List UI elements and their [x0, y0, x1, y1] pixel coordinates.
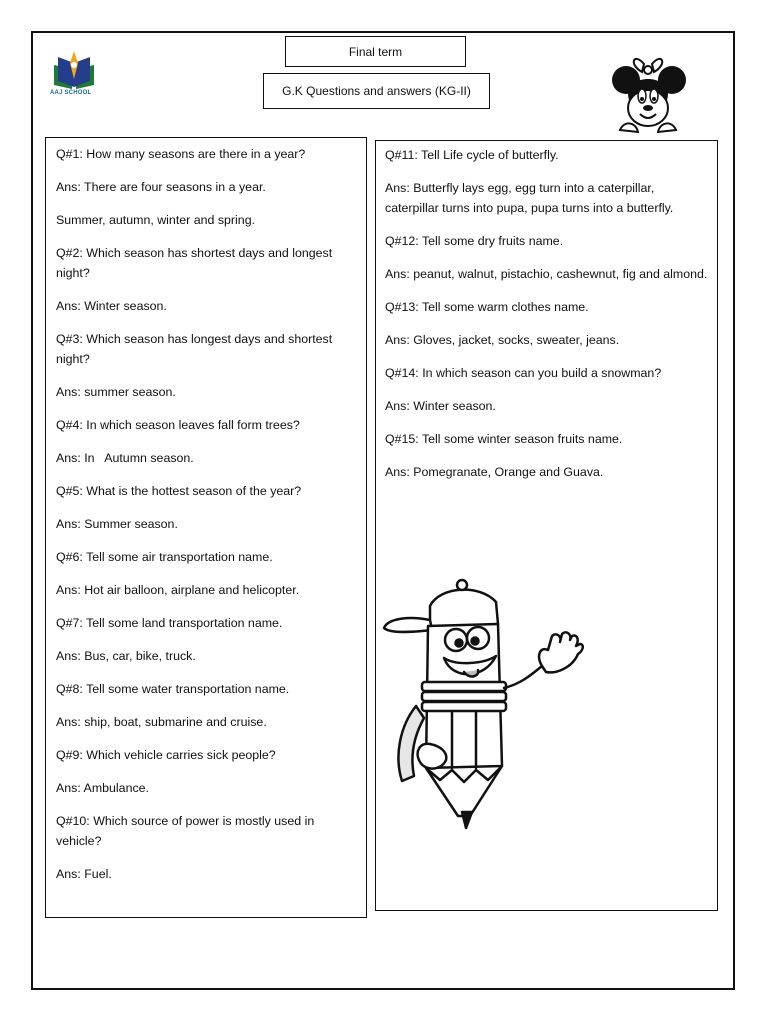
list-item: Q#7: Tell some land transportation name. [56, 616, 283, 630]
list-item: Q#2: Which season has shortest days and longest night? [56, 246, 333, 280]
list-item: Q#9: Which vehicle carries sick people? [56, 748, 276, 762]
list-item: Ans: Butterfly lays egg, egg turn into a caterpillar, caterpillar turns into pupa, pupa turns into a butterfly. [385, 181, 674, 215]
list-item: Ans: In Autumn season. [56, 451, 194, 465]
list-item: Ans: Bus, car, bike, truck. [56, 649, 196, 663]
list-item: Summer, autumn, winter and spring. [56, 213, 256, 227]
list-item: Ans: Fuel. [56, 867, 112, 881]
list-item: Q#15: Tell some winter season fruits name. [385, 432, 623, 446]
list-item: Ans: Hot air balloon, airplane and helicopter. [56, 583, 300, 597]
list-item: Ans: Winter season. [385, 399, 496, 413]
list-item: Ans: Summer season. [56, 517, 178, 531]
school-book-logo-icon [48, 45, 100, 105]
list-item: Q#4: In which season leaves fall form trees? [56, 418, 300, 432]
list-item: Ans: Gloves, jacket, socks, sweater, jeans. [385, 333, 620, 347]
list-item: Q#10: Which source of power is mostly used in vehicle? [56, 814, 315, 848]
school-name: AAJ SCHOOL [50, 90, 92, 96]
cartoon-pencil-icon [380, 576, 600, 838]
list-item: Q#11: Tell Life cycle of butterfly. [385, 148, 559, 162]
list-item: Ans: peanut, walnut, pistachio, cashewnut, fig and almond. [385, 267, 708, 281]
list-item: Ans: ship, boat, submarine and cruise. [56, 715, 267, 729]
subject-title: G.K Questions and answers (KG-II) [263, 73, 490, 109]
list-item: Q#12: Tell some dry fruits name. [385, 234, 564, 248]
list-item: Q#13: Tell some warm clothes name. [385, 300, 589, 314]
list-item: Q#5: What is the hottest season of the year? [56, 484, 302, 498]
list-item: Ans: Pomegranate, Orange and Guava. [385, 465, 604, 479]
exam-title: Final term [285, 36, 466, 67]
left-question-column [45, 137, 367, 918]
list-item: Ans: There are four seasons in a year. [56, 180, 266, 194]
cartoon-mouse-icon [598, 50, 698, 145]
list-item: Q#1: How many seasons are there in a year? [56, 147, 306, 161]
list-item: Q#14: In which season can you build a snowman? [385, 366, 662, 380]
list-item: Q#3: Which season has longest days and shortest night? [56, 332, 333, 366]
list-item: Ans: Winter season. [56, 299, 167, 313]
list-item: Q#8: Tell some water transportation name. [56, 682, 290, 696]
list-item: Q#6: Tell some air transportation name. [56, 550, 273, 564]
list-item: Ans: Ambulance. [56, 781, 149, 795]
list-item: Ans: summer season. [56, 385, 176, 399]
